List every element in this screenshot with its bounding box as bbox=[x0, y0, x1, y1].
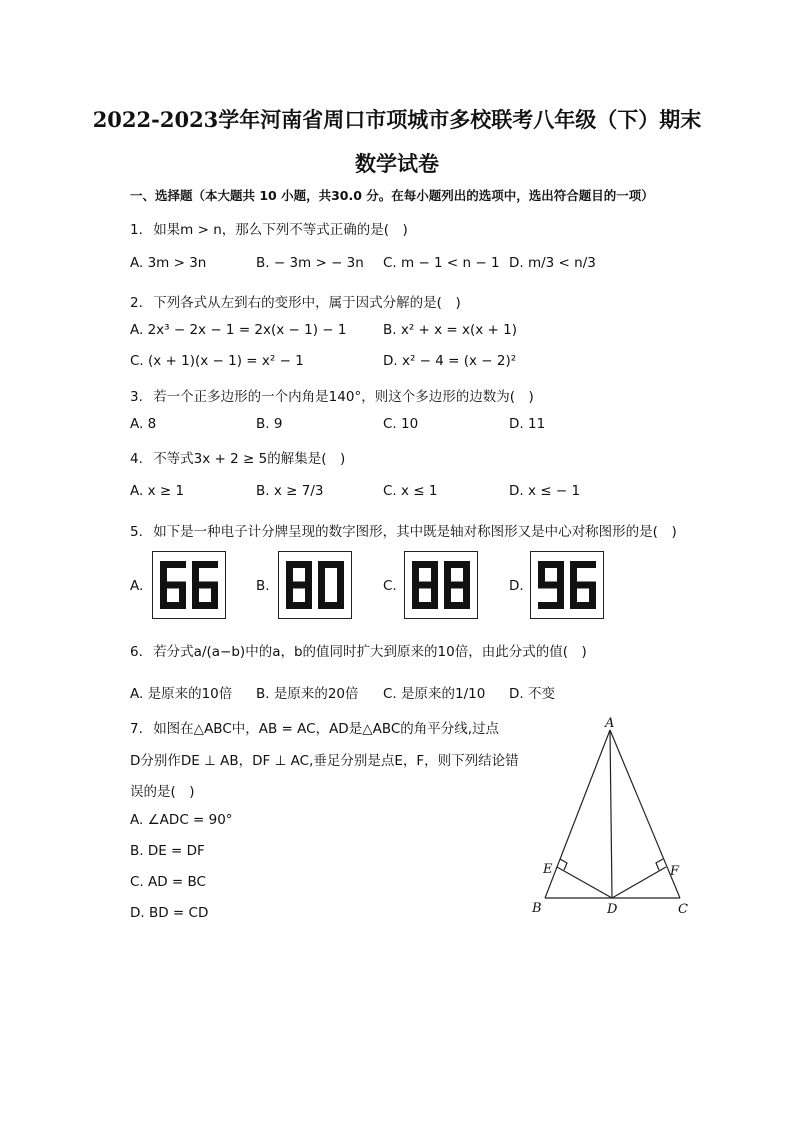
label-a: A bbox=[605, 716, 615, 731]
digit-display-graphic bbox=[153, 552, 225, 618]
scoreboard-figure-66 bbox=[152, 551, 226, 619]
option-c: C. x ≤ 1 bbox=[383, 483, 438, 499]
question-7 bbox=[130, 717, 499, 737]
exam-title-line1: 2022-2023学年河南省周口市项城市多校联考八年级（下）期末 bbox=[92, 107, 702, 132]
option-d: D. 11 bbox=[509, 416, 546, 432]
right-angle-mark-f bbox=[656, 859, 663, 870]
option-c: C. (x + 1)(x − 1) = x² − 1 bbox=[130, 353, 304, 369]
question-stem: 下列各式从左到右的变形中，属于因式分解的是( ) bbox=[153, 295, 461, 311]
option-d: D. 不变 bbox=[509, 686, 555, 702]
option-d: D. bbox=[509, 578, 524, 594]
digit-display-graphic bbox=[531, 552, 603, 618]
option-a: A. 3m > 3n bbox=[130, 255, 207, 271]
digit-segment bbox=[305, 561, 312, 585]
digit-segment bbox=[538, 561, 545, 585]
question-3 bbox=[130, 385, 534, 405]
digit-segment bbox=[538, 582, 564, 589]
option-c: C. m − 1 < n − 1 bbox=[383, 255, 500, 271]
question-7-stem-line3: 误的是( ) bbox=[130, 784, 195, 800]
question-stem: 若一个正多边形的一个内角是140°，则这个多边形的边数为( ) bbox=[153, 389, 534, 405]
option-b: B. bbox=[256, 578, 270, 594]
scoreboard-figure-80 bbox=[278, 551, 352, 619]
option-a: A. 是原来的10倍 bbox=[130, 686, 233, 702]
label-e: E bbox=[543, 862, 553, 877]
digit-segment bbox=[318, 561, 325, 585]
scoreboard-figure-88 bbox=[404, 551, 478, 619]
option-b: B. x ≥ 7/3 bbox=[256, 483, 324, 499]
digit-segment bbox=[286, 585, 293, 609]
option-a: A. 8 bbox=[130, 416, 157, 432]
right-angle-mark-e bbox=[560, 859, 567, 870]
section-heading: 一、选择题（本大题共 10 小题，共30.0 分。在每小题列出的选项中，选出符合题目的一项） bbox=[130, 188, 654, 203]
option-c: C. bbox=[383, 578, 397, 594]
option-c: C. 是原来的1/10 bbox=[383, 686, 486, 702]
digit-segment bbox=[444, 561, 451, 585]
option-b: B. DE = DF bbox=[130, 843, 205, 859]
digit-segment bbox=[444, 582, 470, 589]
digit-segment bbox=[412, 582, 438, 589]
question-stem: 如下是一种电子计分牌呈现的数字图形，其中既是轴对称图形又是中心对称图形的是( ) bbox=[153, 524, 677, 540]
exam-title-line2: 数学试卷 bbox=[355, 151, 439, 176]
label-c: C bbox=[678, 902, 688, 917]
triangle-figure bbox=[520, 715, 700, 925]
digit-segment bbox=[318, 585, 325, 609]
label-d: D bbox=[607, 902, 618, 917]
option-d: D. m/3 < n/3 bbox=[509, 255, 596, 271]
option-b: B. 9 bbox=[256, 416, 283, 432]
label-b: B bbox=[532, 901, 542, 916]
digit-segment bbox=[412, 561, 419, 585]
question-number: 7. bbox=[130, 721, 143, 737]
question-number: 3. bbox=[130, 389, 143, 405]
scoreboard-figure-96 bbox=[530, 551, 604, 619]
question-number: 6. bbox=[130, 644, 143, 660]
option-c: C. 10 bbox=[383, 416, 419, 432]
segment-ad bbox=[610, 730, 612, 898]
digit-segment bbox=[160, 561, 167, 585]
question-7-stem-line2: D分别作DE ⊥ AB，DF ⊥ AC,垂足分别是点E，F，则下列结论错 bbox=[130, 753, 519, 769]
digit-segment bbox=[211, 585, 218, 609]
option-d: D. x² − 4 = (x − 2)² bbox=[383, 353, 517, 369]
option-a: A. ∠ADC = 90° bbox=[130, 812, 233, 828]
option-d: D. BD = CD bbox=[130, 905, 209, 921]
question-1 bbox=[130, 218, 408, 238]
question-stem: 若分式a/(a−b)中的a，b的值同时扩大到原来的10倍，由此分式的值( ) bbox=[153, 644, 587, 660]
option-b: B. − 3m > − 3n bbox=[256, 255, 364, 271]
option-b: B. x² + x = x(x + 1) bbox=[383, 322, 518, 338]
question-number: 2. bbox=[130, 295, 143, 311]
question-number: 5. bbox=[130, 524, 143, 540]
option-b: B. 是原来的20倍 bbox=[256, 686, 359, 702]
option-d: D. x ≤ − 1 bbox=[509, 483, 581, 499]
question-stem: 如果m > n，那么下列不等式正确的是( ) bbox=[153, 222, 408, 238]
option-c: C. AD = BC bbox=[130, 874, 206, 890]
question-stem: 不等式3x + 2 ≥ 5的解集是( ) bbox=[153, 451, 346, 467]
digit-segment bbox=[431, 561, 438, 585]
digit-segment bbox=[286, 561, 293, 585]
side-ab bbox=[545, 730, 610, 898]
digit-segment bbox=[444, 585, 451, 609]
option-a: A. x ≥ 1 bbox=[130, 483, 185, 499]
digit-segment bbox=[412, 585, 419, 609]
segment-df bbox=[612, 867, 666, 898]
question-4 bbox=[130, 447, 345, 467]
digit-segment bbox=[538, 602, 564, 609]
digit-segment bbox=[337, 561, 344, 585]
question-5 bbox=[130, 520, 677, 540]
question-number: 1. bbox=[130, 222, 143, 238]
digit-display-graphic bbox=[279, 552, 351, 618]
digit-segment bbox=[192, 561, 199, 585]
segment-de bbox=[557, 867, 612, 898]
option-a: A. bbox=[130, 578, 144, 594]
digit-segment bbox=[570, 561, 577, 585]
digit-segment bbox=[463, 561, 470, 585]
question-2 bbox=[130, 291, 461, 311]
digit-segment bbox=[286, 582, 312, 589]
option-a: A. 2x³ − 2x − 1 = 2x(x − 1) − 1 bbox=[130, 322, 347, 338]
question-6 bbox=[130, 640, 587, 660]
digit-segment bbox=[557, 561, 564, 585]
digit-display-graphic bbox=[405, 552, 477, 618]
question-number: 4. bbox=[130, 451, 143, 467]
question-stem-line1: 如图在△ABC中，AB = AC，AD是△ABC的角平分线,过点 bbox=[153, 721, 500, 737]
digit-segment bbox=[589, 585, 596, 609]
digit-segment bbox=[179, 585, 186, 609]
label-f: F bbox=[670, 864, 680, 879]
